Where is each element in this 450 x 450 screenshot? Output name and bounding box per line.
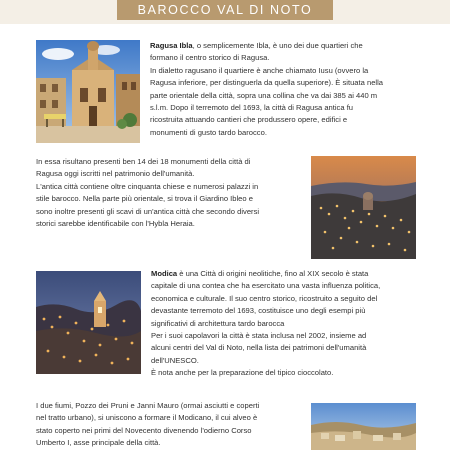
modica-name: Modica: [151, 269, 178, 278]
rivers-line-3: stato coperto nei primi del Novecento divenendo l'odierno Corso: [36, 425, 252, 435]
ragusa-intro-line-6: s.l.m. Dopo il terremoto del 1693, la città di Ragusa antica fu: [150, 103, 354, 113]
rivers-paragraph: [36, 400, 298, 450]
rivers-line-1: I due fiumi, Pozzo dei Pruni e Janni Mauro (ormai asciutti e coperti: [36, 401, 260, 410]
ragusa-intro-line-4: Ragusa inferiore, per distinguerla da quella superiore). È situata nella: [150, 78, 384, 88]
modica-day-photo: [311, 403, 416, 450]
modica-line-3: economica e culturale. Il suo centro storico, ricostruito a seguito del: [151, 293, 378, 303]
ragusa-intro-line-5: parte orientale della città, sopra una collina che va dai 385 ai 440 m: [150, 90, 378, 100]
ragusa-heritage-line-4: stile barocco. Nella parte più orientale, si trova il Giardino Ibleo e: [36, 194, 253, 204]
ragusa-heritage-line-5: sono inoltre presenti gli scavi di un'antica città che secondo diversi: [36, 206, 260, 216]
modica-line-7: alcuni centri del Val di Noto, nella lista dei patrimoni dell'umanità: [151, 343, 367, 353]
rivers-line-2: nel tratto urbano), si uniscono a formare il Modicano, il cui alveo è: [36, 413, 258, 423]
ragusa-heritage-line-1: In essa risultano presenti ben 14 dei 18 monumenti della città di: [36, 157, 251, 166]
modica-paragraph: [151, 268, 416, 380]
ragusa-intro-line-3: In dialetto ragusano il quartiere è anche chiamato Iusu (ovvero la: [150, 65, 369, 75]
ragusa-heritage-paragraph: [36, 156, 298, 230]
modica-line-2: capitale di una contea che ha esercitato una vasta influenza politica,: [151, 281, 381, 291]
ragusa-intro-line-7: ricostruita attuando cantieri che produssero opere, edifici e: [150, 115, 348, 125]
ragusa-heritage-line-6: storici sarebbe identificabile con l'Hybla Heraia.: [36, 219, 195, 229]
ragusa-heritage-line-3: L'antica città contiene oltre cinquanta chiese e numerosi palazzi in: [36, 181, 259, 191]
ragusa-intro-line-2: formano il centro storico di Ragusa.: [150, 53, 270, 63]
rivers-line-4: Umberto I, asse principale della città.: [36, 438, 161, 448]
ragusa-intro-line-1: , o semplicemente Ibla, è uno dei due quartieri che: [192, 41, 363, 50]
modica-line-1: è una Città di origini neolitiche, fino al XIX secolo è stata: [177, 269, 369, 278]
modica-night-photo: [36, 271, 141, 374]
ragusa-intro-line-8: monumenti di gusto tardo barocco.: [150, 127, 267, 137]
modica-line-5: significativi di architettura tardo barocca: [151, 318, 285, 328]
ragusa-ibla-photo: [36, 40, 140, 143]
modica-line-9: È nota anche per la preparazione del tipico cioccolato.: [151, 368, 334, 378]
ragusa-heritage-line-2: Ragusa oggi iscritti nel patrimonio dell'umanità.: [36, 169, 195, 179]
modica-line-8: dell'UNESCO.: [151, 355, 199, 365]
modica-line-4: devastante terremoto del 1693, costituisce uno degli esempi più: [151, 306, 366, 316]
ragusa-intro-paragraph: [150, 40, 416, 139]
title-banner: [117, 0, 333, 20]
page-title: BAROCCO VAL DI NOTO: [137, 3, 313, 17]
ragusa-night-photo: [311, 156, 416, 259]
ragusa-ibla-name: Ragusa Ibla: [150, 41, 193, 50]
modica-line-6: Per i suoi capolavori la città è stata inclusa nel 2002, insieme ad: [151, 331, 367, 341]
